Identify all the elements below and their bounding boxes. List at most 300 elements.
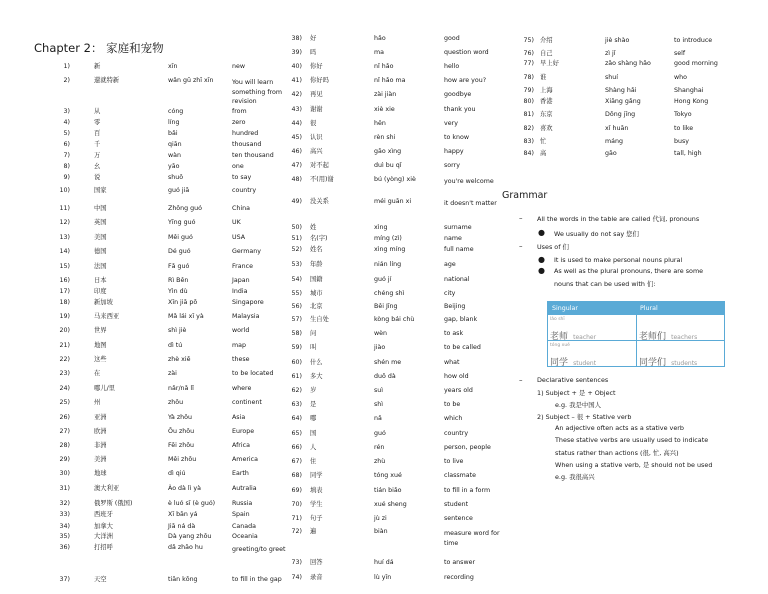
vocab-pinyin: Měi guó [168,234,193,241]
vocab-number: 41) [291,77,302,84]
vocab-hanzi: 认识 [310,134,323,141]
vocab-pinyin: bǎi [168,130,178,137]
vocab-english: Africa [232,442,250,449]
vocab-pinyin: tiān kōng [168,576,198,583]
dash-bullet: – [519,376,523,384]
vocab-number: 55) [291,290,302,297]
vocab-number: 61) [291,373,302,380]
vocab-pinyin: biàn [374,528,388,535]
vocab-hanzi: 英国 [94,219,107,226]
vocab-pinyin: rèn shi [374,134,396,141]
vocab-number: 28) [59,442,70,449]
vocab-pinyin: míng (zì) [374,235,402,242]
vocab-number: 57) [291,316,302,323]
vocab-english: to introduce [674,37,713,44]
vocab-hanzi: 再见 [310,91,323,98]
english: teacher [573,334,597,341]
vocab-pinyin: xiè xie [374,106,395,113]
vocab-hanzi: 澳大利亚 [94,485,120,492]
vocab-number: 37) [59,576,70,583]
vocab-number: 73) [291,559,302,566]
vocab-english: Tokyo [674,111,692,118]
vocab-pinyin: shì [374,401,384,408]
vocab-number: 45) [291,134,302,141]
vocab-english: Russia [232,500,253,507]
vocab-hanzi: 打招呼 [94,544,113,551]
vocab-pinyin: Běi Jīng [374,303,398,310]
vocab-hanzi: 欧洲 [94,428,107,435]
vocab-hanzi: 哪 [310,415,317,422]
vocab-english: Japan [232,277,250,284]
vocab-hanzi: 加拿大 [94,523,113,530]
vocab-hanzi: 什么 [310,359,323,366]
vocab-number: 11) [59,205,70,212]
vocab-english: to be [444,401,461,408]
vocab-number: 29) [59,456,70,463]
vocab-english: Spain [232,511,250,518]
vocab-pinyin: qiān [168,141,182,148]
vocab-hanzi: 早上好 [540,60,559,67]
vocab-english: Oceania [232,533,258,540]
vocab-hanzi: 百 [94,130,101,137]
vocab-pinyin: zì jǐ [605,50,616,57]
vocab-pinyin: nǎr/nǎ lǐ [168,385,194,392]
vocab-hanzi: 還就特新 [94,77,120,84]
vocab-number: 60) [291,359,302,366]
vocab-hanzi: 零 [94,119,101,126]
dot-bullet: ● [538,228,545,237]
vocab-hanzi: 忙 [540,138,547,145]
vocab-hanzi: 介绍 [540,37,553,44]
grammar-line: e.g. 我是中国人 [555,401,602,409]
vocab-english: who [674,74,687,81]
vocab-hanzi: 没关系 [310,198,329,205]
grammar-line: e.g. 我很高兴 [555,473,595,481]
grammar-line: It is used to make personal nouns plural [554,256,683,264]
vocab-pinyin: zhè xiē [168,356,191,363]
vocab-english: age [444,261,456,268]
grammar-line: We usually do not say 您们 [554,230,639,238]
vocab-pinyin: lù yīn [374,574,392,581]
vocab-pinyin: nǎ [374,415,382,422]
vocab-hanzi: 印度 [94,288,107,295]
vocab-pinyin: Xī bān yá [168,511,198,518]
vocab-hanzi: 姓 [310,224,317,231]
vocab-hanzi: 美洲 [94,456,107,463]
vocab-pinyin: ma [374,49,384,56]
vocab-pinyin: Jiā ná dà [168,523,196,530]
vocab-number: 14) [59,248,70,255]
english: student [573,360,597,367]
vocab-hanzi: 新 [94,63,101,70]
vocab-english: to know [444,134,469,141]
vocab-hanzi: 不(用)谢 [310,176,334,183]
vocab-pinyin: duì bu qǐ [374,162,402,169]
vocab-pinyin: dǎ zhāo hu [168,544,203,551]
vocab-pinyin: hǎo [374,35,386,42]
vocab-number: 48) [291,176,302,183]
vocab-english: where [232,385,252,392]
vocab-english: continent [232,399,262,406]
vocab-number: 77) [523,60,534,67]
vocab-hanzi: 名(字) [310,235,328,242]
vocab-hanzi: 美国 [94,234,107,241]
grammar-heading: Grammar [502,190,548,201]
vocab-hanzi: 自己 [540,50,553,57]
vocab-number: 82) [523,125,534,132]
vocab-hanzi: 好 [310,35,317,42]
vocab-english: China [232,205,250,212]
vocab-english: hello [444,63,460,70]
vocab-hanzi: 回答 [310,559,323,566]
vocab-pinyin: zhōu [168,399,184,406]
vocab-column-3 [522,38,752,158]
vocab-english: to live [444,458,464,465]
vocab-hanzi: 住 [310,458,317,465]
vocab-number: 69) [291,487,302,494]
english: teachers [671,334,698,341]
vocab-number: 12) [59,219,70,226]
vocab-hanzi: 东京 [540,111,553,118]
vocab-hanzi: 千 [94,141,101,148]
vocab-pinyin: shì jiè [168,327,187,334]
vocab-english: busy [674,138,689,145]
vocab-number: 70) [291,501,302,508]
vocab-number: 74) [291,574,302,581]
vocab-pinyin: Shàng hǎi [605,87,637,94]
grammar-line: All the words in the table are called 代词, pronouns [537,215,700,223]
vocab-english: new [232,63,246,70]
vocab-hanzi: 姓名 [310,246,323,253]
vocab-hanzi: 城市 [310,290,323,297]
vocab-number: 18) [59,299,70,306]
vocab-pinyin: hěn [374,120,386,127]
vocab-english: India [232,288,248,295]
vocab-english: to fill in a form [444,487,491,494]
vocab-pinyin: zhù [374,458,386,465]
vocab-hanzi: 万 [94,152,101,159]
grammar-line: 1) Subject + 是 + Object [537,389,616,397]
vocab-hanzi: 马来西亚 [94,313,120,320]
vocab-english: good [444,35,460,42]
vocab-english: one [232,163,244,170]
vocab-english: Singapore [232,299,264,306]
vocab-number: 10) [59,187,70,194]
vocab-english: which [444,415,463,422]
vocab-english: measure word for time [444,530,500,547]
vocab-pinyin: líng [168,119,180,126]
vocab-english: USA [232,234,246,241]
vocab-pinyin: Dōng jīng [605,111,636,118]
vocab-number: 47) [291,162,302,169]
vocab-pinyin: Fǎ guó [168,263,190,270]
vocab-pinyin: gāo xìng [374,148,402,155]
vocab-english: sentence [444,515,473,522]
vocab-pinyin: nǐ hǎo ma [374,77,406,84]
vocab-hanzi: 从 [94,108,101,115]
vocab-hanzi: 俄罗斯 (俄国) [94,500,133,507]
vocab-number: 78) [523,74,534,81]
vocab-hanzi: 多大 [310,373,323,380]
vocab-hanzi: 大洋洲 [94,533,113,540]
vocab-number: 76) [523,50,534,57]
vocab-hanzi: 日本 [94,277,107,284]
vocab-hanzi: 学生 [310,501,323,508]
vocab-number: 49) [291,198,302,205]
vocab-number: 32) [59,500,70,507]
vocab-number: 27) [59,428,70,435]
vocab-hanzi: 哪儿/里 [94,385,116,392]
vocab-pinyin: Xīn jiā pō [168,299,198,306]
grammar-line: An adjective often acts as a stative verb [555,424,684,432]
hanzi: 同学 [550,358,569,368]
vocab-hanzi: 喜欢 [540,125,553,132]
vocab-pinyin: Zhōng guó [168,205,202,212]
vocab-english: surname [444,224,472,231]
vocab-english: You will learn something from revision [232,79,282,106]
vocab-pinyin: suì [374,387,384,394]
vocab-english: how old [444,373,469,380]
table-row [548,314,724,340]
dot-bullet: ● [538,255,545,264]
vocab-hanzi: 非洲 [94,442,107,449]
vocab-english: world [232,327,250,334]
vocab-english: sorry [444,162,460,169]
vocab-number: 81) [523,111,534,118]
header-singular: Singular [552,304,578,312]
vocab-pinyin: xué sheng [374,501,407,508]
vocab-hanzi: 谁 [540,74,547,81]
vocab-number: 38) [291,35,302,42]
vocab-number: 80) [523,98,534,105]
vocab-hanzi: 问 [310,330,317,337]
vocab-hanzi: 同学 [310,472,323,479]
vocab-english: full name [444,246,474,253]
vocab-number: 17) [59,288,70,295]
pronoun-table [547,301,725,367]
vocab-pinyin: Dé guó [168,248,191,255]
vocab-hanzi: 遍 [310,528,317,535]
vocab-pinyin: tián biǎo [374,487,402,494]
vocab-english: to ask [444,330,464,337]
vocab-english: Beijing [444,303,466,310]
vocab-number: 75) [523,37,534,44]
vocab-english: recording [444,574,474,581]
vocab-number: 1) [63,63,70,70]
vocab-hanzi: 生自处 [310,316,329,323]
vocab-hanzi: 地球 [94,470,107,477]
vocab-number: 15) [59,263,70,270]
vocab-pinyin: wèn [374,330,388,337]
dot-bullet: ● [538,266,545,275]
vocab-english: years old [444,387,473,394]
vocab-english: how are you? [444,77,487,84]
vocab-pinyin: shén me [374,359,402,366]
vocab-pinyin: yāo [168,163,180,170]
vocab-number: 59) [291,344,302,351]
vocab-number: 36) [59,544,70,551]
vocab-english: Germany [232,248,261,255]
vocab-number: 3) [63,108,70,115]
vocab-english: happy [444,148,464,155]
vocab-number: 51) [291,235,302,242]
vocab-number: 71) [291,515,302,522]
vocab-number: 5) [63,130,70,137]
vocab-english: tall, high [674,150,702,157]
vocab-number: 54) [291,276,302,283]
vocab-number: 66) [291,444,302,451]
vocab-english: from [232,108,247,115]
vocab-english: zero [232,119,246,126]
vocab-pinyin: nǐ hǎo [374,63,394,70]
hanzi: 老师 [550,332,569,342]
vocab-number: 4) [63,119,70,126]
vocab-column-2 [288,35,508,581]
vocab-number: 39) [291,49,302,56]
vocab-pinyin: wǎn gū zhī xīn [168,77,214,84]
vocab-number: 43) [291,106,302,113]
vocab-number: 64) [291,415,302,422]
vocab-number: 9) [63,174,70,181]
vocab-number: 52) [291,246,302,253]
vocab-pinyin: cóng [168,108,184,115]
pinyin: lǎo shī [550,317,565,322]
vocab-pinyin: nián líng [374,261,402,268]
vocab-english: it doesn't matter [444,200,497,207]
vocab-english: country [444,430,469,437]
vocab-pinyin: Yà zhōu [168,414,192,421]
vocab-hanzi: 叫 [310,344,317,351]
vocab-pinyin: Rì Běn [168,277,189,284]
vocab-number: 44) [291,120,302,127]
vocab-number: 22) [59,356,70,363]
vocab-number: 34) [59,523,70,530]
vocab-hanzi: 天空 [94,576,107,583]
vocab-pinyin: guó jí [374,276,392,283]
vocab-english: classmate [444,472,476,479]
vocab-number: 62) [291,387,302,394]
vocab-pinyin: máng [605,138,623,145]
vocab-english: greeting/to greet [232,546,286,553]
vocab-pinyin: shuí [605,74,619,81]
vocab-number: 84) [523,150,534,157]
vocab-english: name [444,235,462,242]
vocab-english: city [444,290,456,297]
vocab-english: Hong Kong [674,98,709,105]
vocab-pinyin: Yīng guó [168,219,196,226]
vocab-pinyin: Mǎ lái xī yà [168,313,204,320]
vocab-pinyin: wàn [168,152,181,159]
vocab-hanzi: 录音 [310,574,323,581]
vocab-english: France [232,263,253,270]
vocab-pinyin: Fēi zhōu [168,442,195,449]
grammar-line: status rather than actions (很, 忙, 高兴) [555,449,679,457]
vocab-english: to be called [444,344,481,351]
vocab-english: to be located [232,370,274,377]
vocab-english: Europe [232,428,255,435]
vocab-number: 13) [59,234,70,241]
vocab-hanzi: 亚洲 [94,414,107,421]
vocab-hanzi: 法国 [94,263,107,270]
vocab-number: 50) [291,224,302,231]
vocab-hanzi: 北京 [310,303,323,310]
hanzi: 老师们 [639,332,667,342]
vocab-english: UK [232,219,241,226]
vocab-pinyin: shuō [168,174,184,181]
vocab-hanzi: 这些 [94,356,107,363]
grammar-line: Uses of 们 [537,243,569,251]
vocab-english: goodbye [444,91,472,98]
vocab-number: 58) [291,330,302,337]
vocab-pinyin: zài [168,370,177,377]
vocab-pinyin: gāo [605,150,617,157]
vocab-english: Canada [232,523,256,530]
vocab-hanzi: 国家 [94,187,107,194]
vocab-pinyin: Xiāng gǎng [605,98,641,105]
vocab-english: hundred [232,130,259,137]
vocab-english: student [444,501,469,508]
vocab-hanzi: 人 [310,444,317,451]
hanzi: 同学们 [639,358,667,368]
vocab-english: what [444,359,460,366]
vocab-hanzi: 幺 [94,163,101,170]
vocab-english: Malaysia [232,313,260,320]
vocab-english: gap, blank [444,316,478,323]
vocab-number: 26) [59,414,70,421]
vocab-pinyin: guó jiā [168,187,190,194]
vocab-hanzi: 西班牙 [94,511,113,518]
vocab-number: 33) [59,511,70,518]
vocab-pinyin: Ōu zhōu [168,428,195,435]
vocab-hanzi: 德国 [94,248,107,255]
vocab-hanzi: 高兴 [310,148,323,155]
vocab-pinyin: jiè shào [605,37,630,44]
vocab-number: 56) [291,303,302,310]
vocab-english: these [232,356,250,363]
vocab-number: 68) [291,472,302,479]
vocab-english: Earth [232,470,249,477]
vocab-pinyin: Měi zhōu [168,456,197,463]
vocab-hanzi: 吗 [310,49,317,56]
vocab-english: national [444,276,470,283]
vocab-number: 25) [59,399,70,406]
vocab-english: very [444,120,458,127]
vocab-pinyin: Yìn dù [168,288,188,295]
vocab-pinyin: chéng shì [374,290,405,297]
grammar-line: When using a stative verb, 是 should not be used [555,461,713,469]
vocab-number: 83) [523,138,534,145]
vocab-hanzi: 很 [310,120,317,127]
vocab-english: country [232,187,257,194]
vocab-english: to like [674,125,694,132]
vocab-english: to fill in the gap [232,576,282,583]
vocab-english: question word [444,49,489,56]
vocab-hanzi: 国籍 [310,276,323,283]
vocab-hanzi: 是 [310,401,317,408]
grammar-line: These stative verbs are usually used to indicate [555,436,709,444]
vocab-pinyin: dì qiú [168,470,186,477]
vocab-pinyin: xǐ huān [605,125,629,132]
grammar-line: nouns that can be used with 们: [554,280,656,288]
vocab-number: 6) [63,141,70,148]
vocab-english: America [232,456,258,463]
vocab-number: 46) [291,148,302,155]
vocab-pinyin: xīn [168,63,178,70]
vocab-number: 42) [291,91,302,98]
vocab-number: 20) [59,327,70,334]
vocab-hanzi: 国 [310,430,317,437]
vocab-hanzi: 你好 [310,63,323,70]
